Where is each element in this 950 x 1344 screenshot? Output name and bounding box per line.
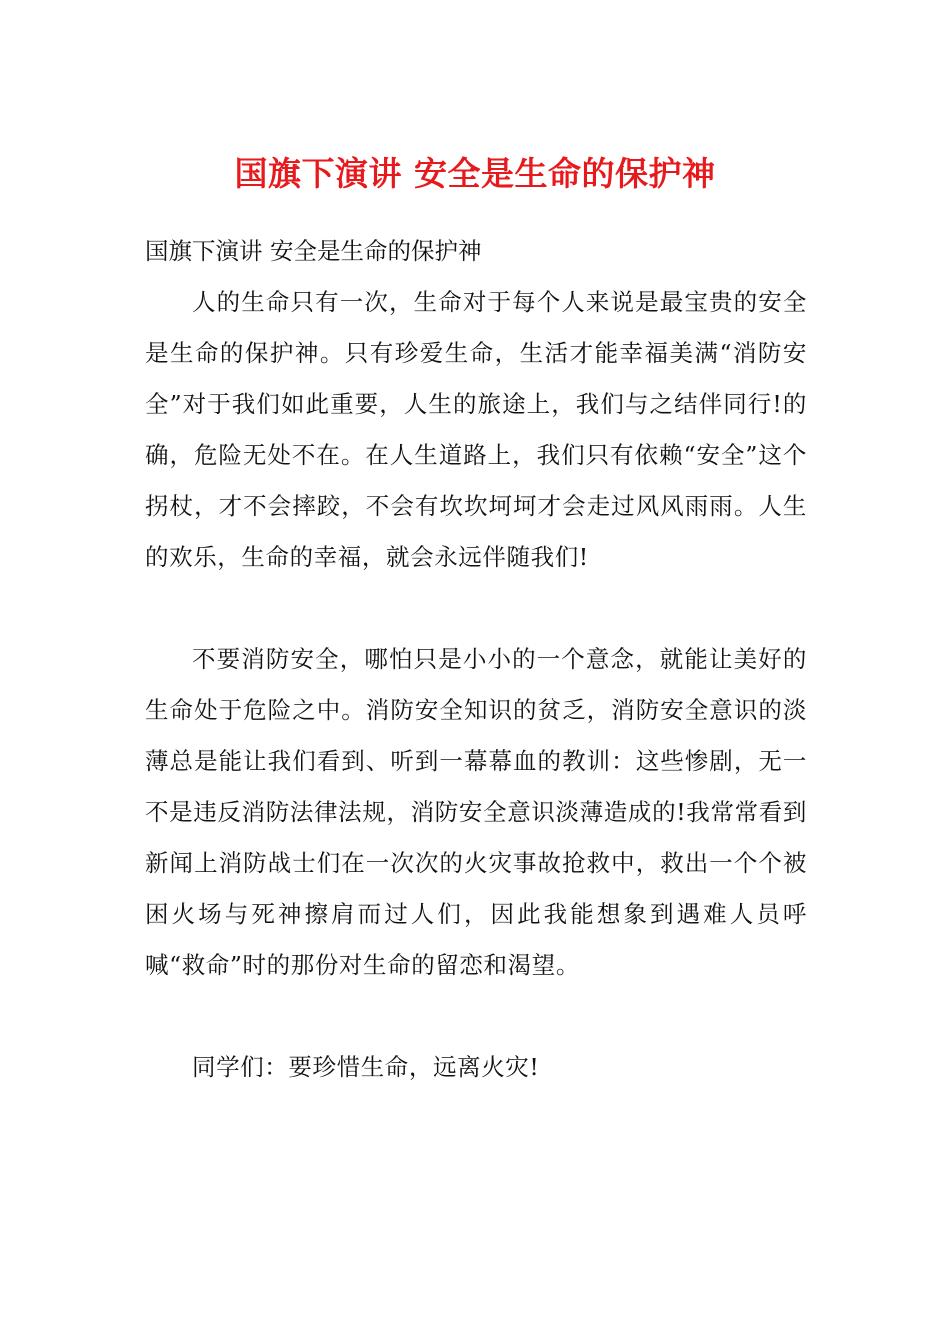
paragraph-2: 不要消防安全，哪怕只是小小的一个意念，就能让美好的生命处于危险之中。消防安全知识的贫乏，消防安全意识的淡薄总是能让我们看到、听到一幕幕血的教训：这些惨剧，无一不是违反消防法律法规，消防安全意识淡薄造成的!我常常看到新闻上消防战士们在一次次的火灾事故抢救中，救出一个个被困火场与死神擦肩而过人们，因此我能想象到遇难人员呼喊“救命”时的那份对生命的留恋和渴望。 [145,645,807,979]
paragraph-spacer [145,991,807,1042]
document-body [145,226,807,1093]
paragraph-spacer [145,583,807,634]
document-subtitle: 国旗下演讲 安全是生命的保护神 [145,237,482,265]
paragraph-3: 同学们：要珍惜生命，远离火灾! [192,1053,540,1081]
document-title: 国旗下演讲 安全是生命的保护神 [234,154,716,194]
paragraph-1: 人的生命只有一次，生命对于每个人来说是最宝贵的安全是生命的保护神。只有珍爱生命，生活才能幸福美满“消防安全”对于我们如此重要，人生的旅途上，我们与之结伴同行!的确，危险无处不在。在人生道路上，我们只有依赖“安全”这个拐杖，才不会摔跤，不会有坎坎坷坷才会走过风风雨雨。人生的欢乐，生命的幸福，就会永远伴随我们! [145,288,807,571]
